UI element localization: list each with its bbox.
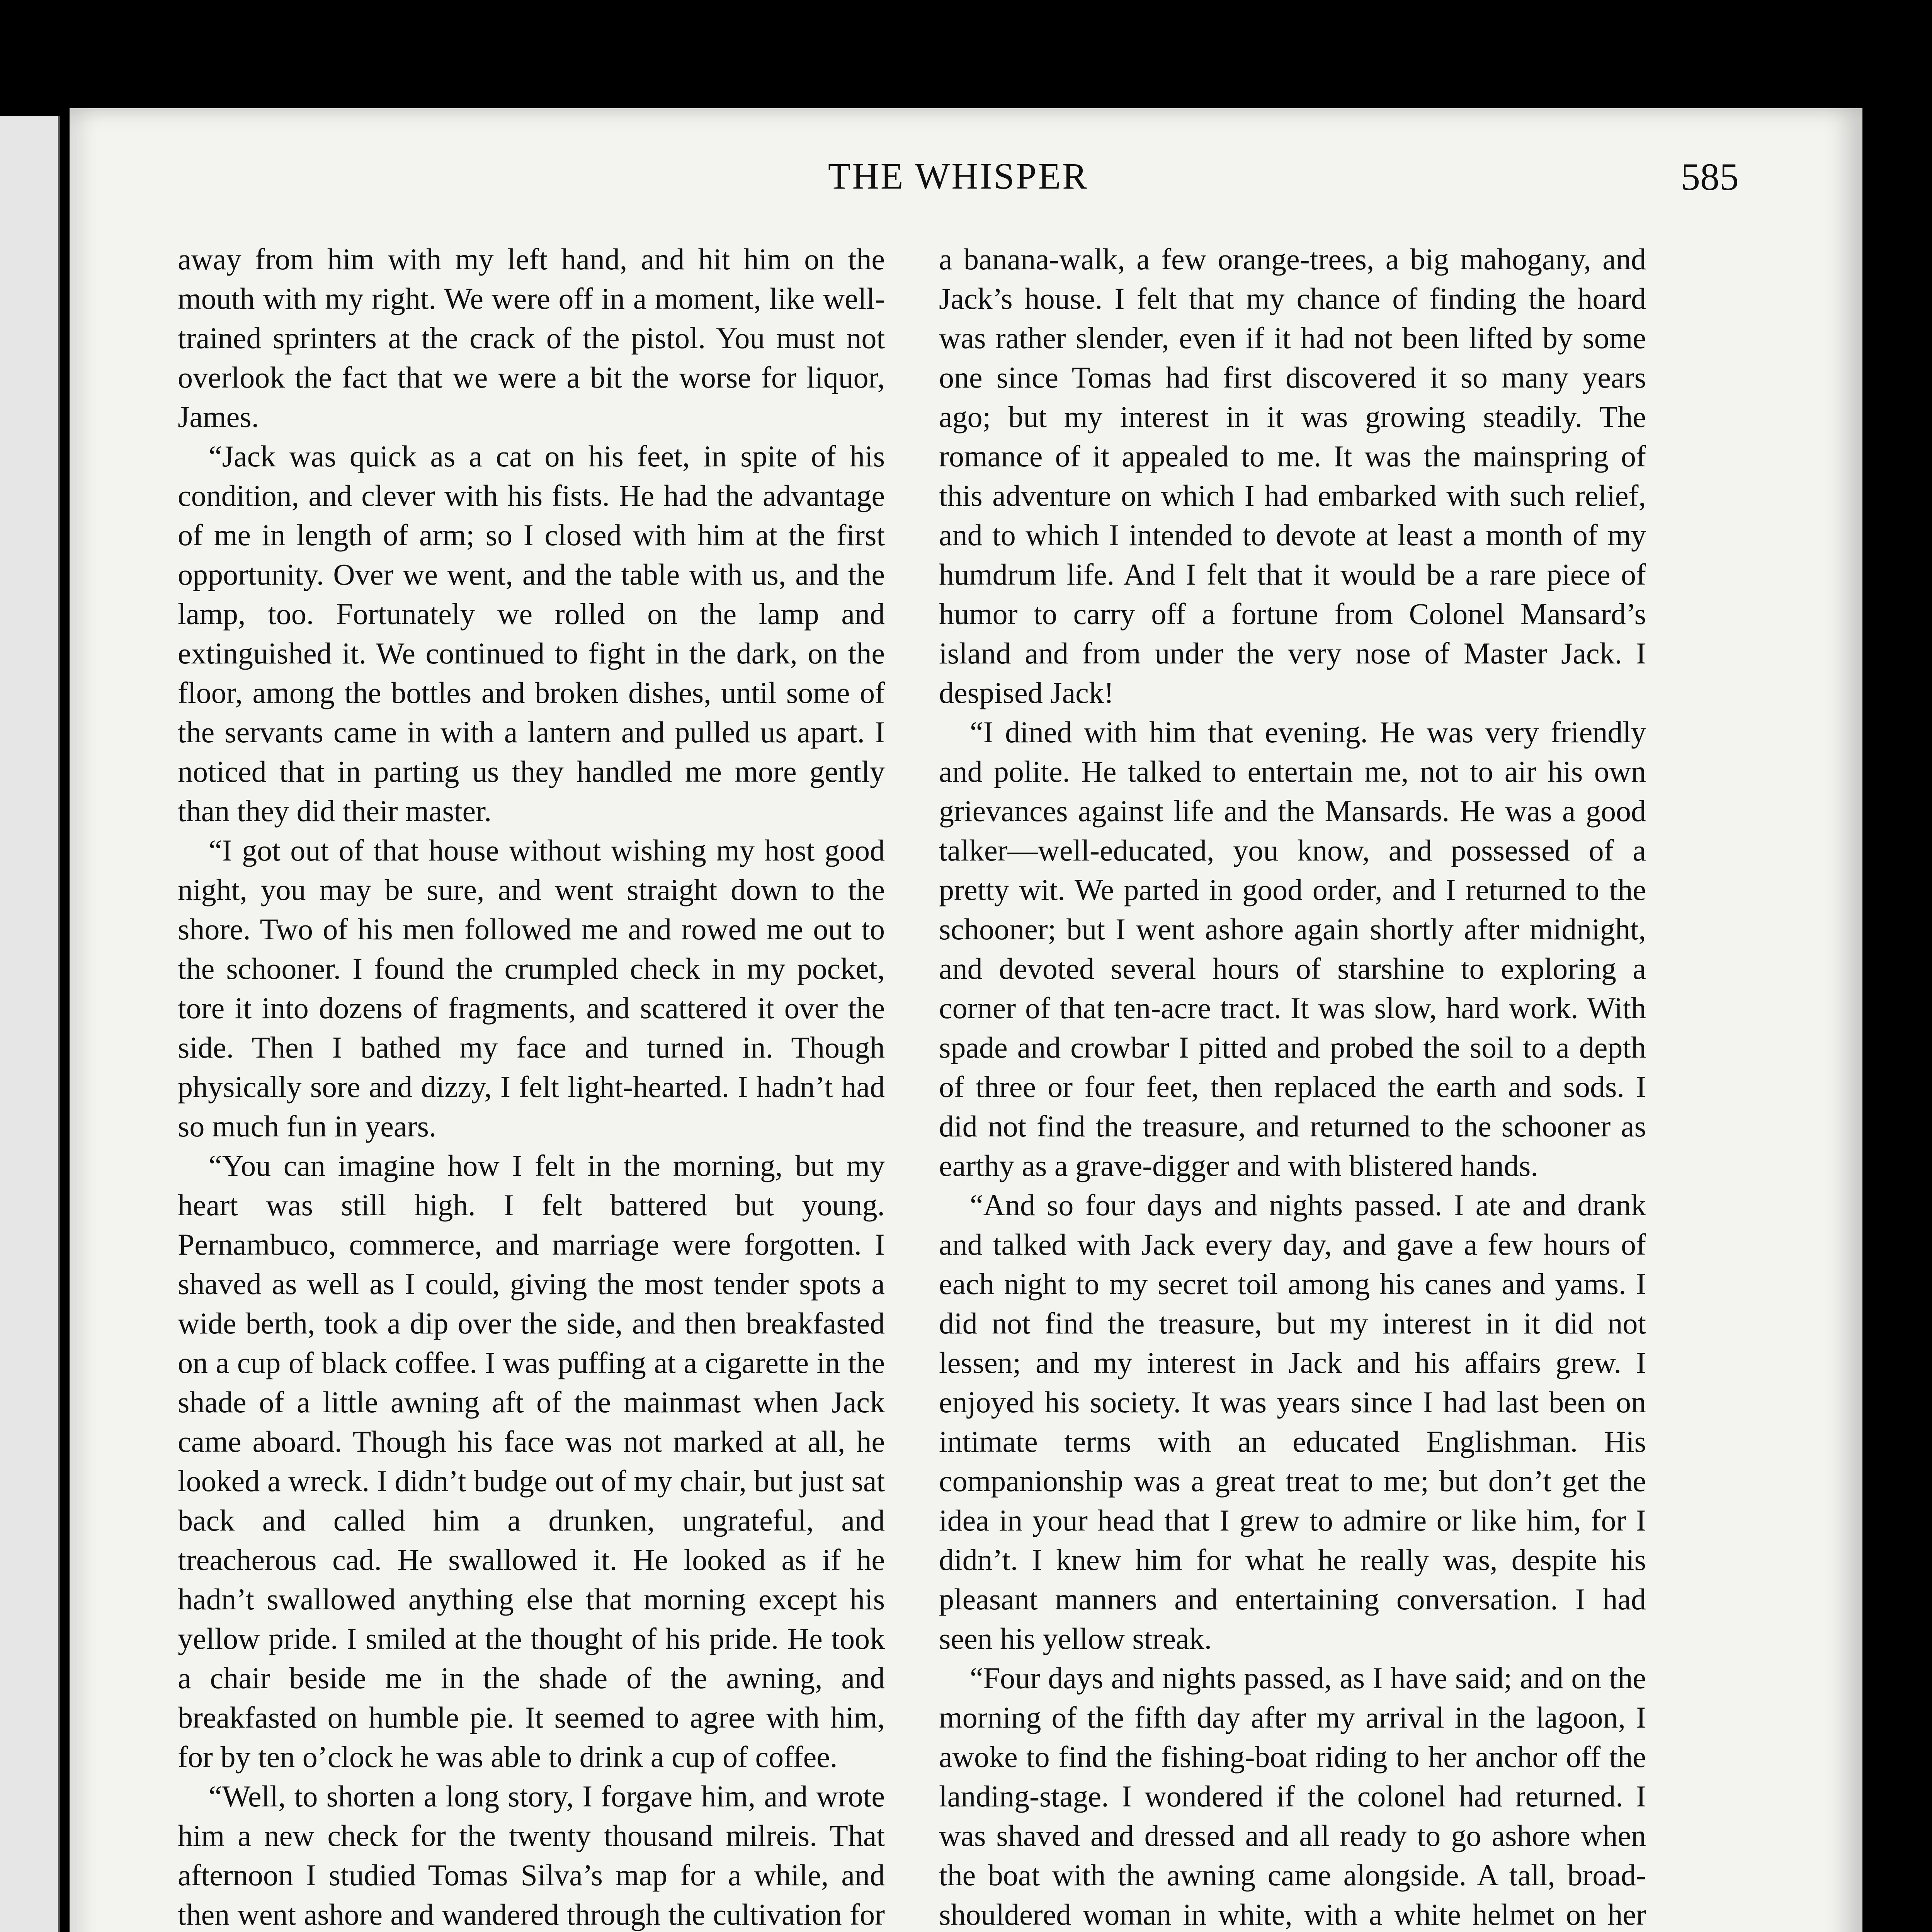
paragraph: “I got out of that house without wishing my host good night, you may be sure, and went straight down to the shore. Two of his men followed me and rowed me out to the schooner. I found the crumpled check in my pocket, tore it into dozens of fragments, and scattered it over the side. Then I bathed my face and turned in. Though physically sore and dizzy, I felt light-hearted. I hadn’t had so much fun in years. bbox=[178, 833, 885, 1143]
paragraph: “I dined with him that evening. He was very friendly and polite. He talked to entertain me, not to air his own grievances against life and the Mansards. He was a good talker—well-educated, you know, and possessed of a pretty wit. We parted in good order, and I returned to the schooner; but I went ashore again shortly after midnight, and devoted several hours of starshine to exploring a corner of that ten-acre tract. It was slow, hard work. With spade and crowbar I pitted and probed the soil to a depth of three or four feet, then replaced the earth and sods. I did not find the treasure, and returned to the schooner as earthy as a grave-digger and with blistered hands. bbox=[939, 715, 1646, 1182]
paragraph: “Jack was quick as a cat on his feet, in spite of his condition, and clever with his fists. He had the advantage of me in length of arm; so I closed with him at the first opportunity. Over we went, and the table with us, and the lamp, too. Fortunately we rolled on the lamp and extinguished it. We continued to fight in the dark, on the floor, among the bottles and broken dishes, until some of the servants came in with a lantern and pulled us apart. I noticed that in parting us they handled me more gently than they did their master. bbox=[178, 439, 885, 828]
paragraph: “Four days and nights passed, as I have said; and on the morning of the fifth day after my arrival in the lagoon, I awoke to find the fishing-boat riding to her anchor off the landing-stage. I wondered if the colonel had returned. I was shaved and dressed and all ready to go ashore when the boat with the awning came alongside. A tall, broad-shouldered woman in white, with a white helmet on her bbox=[939, 1661, 1646, 1931]
text-column-right bbox=[939, 240, 1646, 1932]
paragraph: away from him with my left hand, and hit him on the mouth with my right. We were off in a moment, like well-trained sprinters at the crack of the pistol. You must not overlook the fact that we were a bit the worse for liquor, James. bbox=[178, 242, 885, 434]
paragraph: “And so four days and nights passed. I ate and drank and talked with Jack every day, and gave a few hours of each night to my secret toil among his canes and yams. I did not find the treasure, but my interest in it did not lessen; and my interest in Jack and his affairs grew. I enjoyed his society. It was years since I had last been on intimate terms with an educated Englishman. His companionship was a great treat to me; but don’t get the idea in your head that I grew to admire or like him, for I didn’t. I knew him for what he really was, despite his pleasant manners and entertaining conversation. I had seen his yellow streak. bbox=[939, 1188, 1646, 1655]
paragraph: “You can imagine how I felt in the morning, but my heart was still high. I felt battered but young. Pernambuco, commerce, and marriage were forgotten. I shaved as well as I could, giving the most tender spots a wide berth, took a dip over the side, and then breakfasted on a cup of black coffee. I was puffing at a cigarette in the shade of a little awning aft of the mainmast when Jack came aboard. Though his face was not marked at all, he looked a wreck. I didn’t budge out of my chair, but just sat back and called him a drunken, ungrateful, and treacherous cad. He swallowed it. He looked as if he hadn’t swallowed anything else that morning except his yellow pride. I smiled at the thought of his pride. He took a chair beside me in the shade of the awning, and breakfasted on humble pie. It seemed to agree with him, for by ten o’clock he was able to drink a cup of coffee. bbox=[178, 1149, 885, 1774]
paragraph: a banana-walk, a few orange-trees, a big mahogany, and Jack’s house. I felt that my chance of finding the hoard was rather slender, even if it had not been lifted by some one since Tomas had first discovered it so many years ago; but my interest in it was growing steadily. The romance of it appealed to me. It was the mainspring of this adventure on which I had embarked with such relief, and to which I intended to devote at least a month of my humdrum life. And I felt that it would be a rare piece of humor to carry off a fortune from Colonel Mansard’s island and from under the very nose of Master Jack. I despised Jack! bbox=[939, 242, 1646, 709]
paragraph: “Well, to shorten a long story, I forgave him, and wrote him a new check for the twenty thousand milreis. That afternoon I studied Tomas Silva’s map for a while, and then went ashore and wandered through the cultivation for bbox=[178, 1779, 885, 1931]
running-head bbox=[178, 155, 1739, 209]
page-number: 585 bbox=[1681, 155, 1739, 198]
running-title: THE WHISPER bbox=[828, 155, 1089, 197]
adjacent-page-edge bbox=[0, 116, 60, 1932]
text-column-left bbox=[178, 240, 885, 1932]
